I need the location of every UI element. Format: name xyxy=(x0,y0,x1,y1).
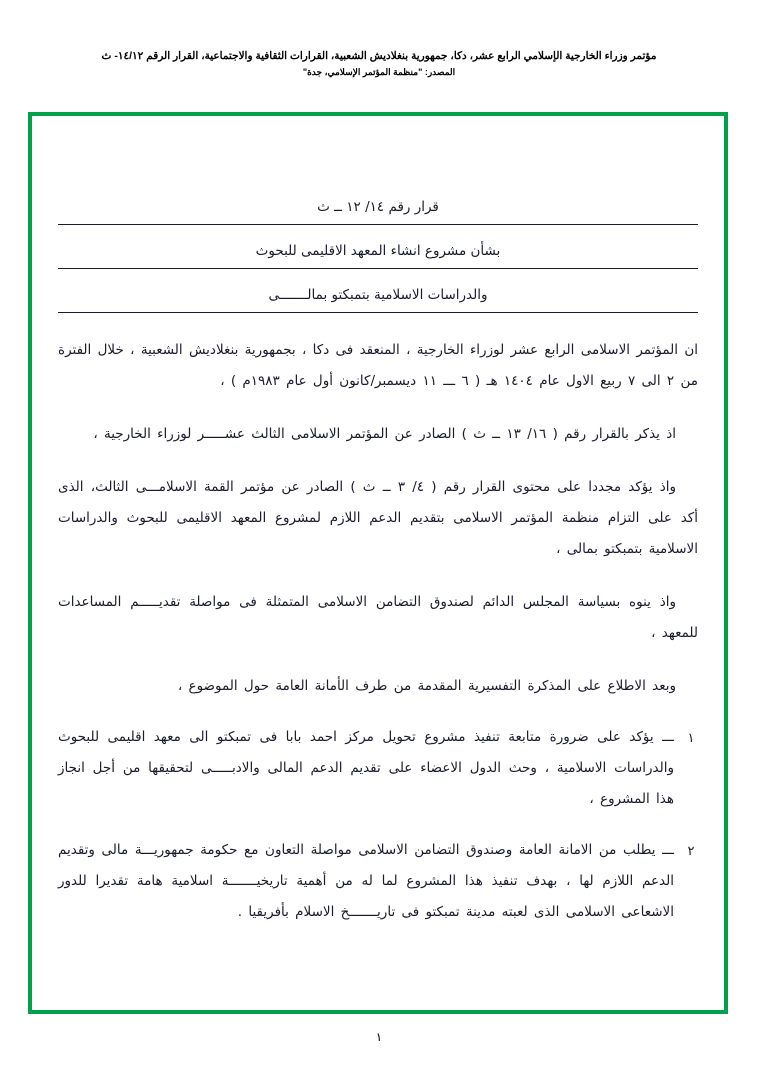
document-body xyxy=(58,130,698,1010)
resolution-title-line-1: بشأن مشروع انشاء المعهد الاقليمى للبحوث xyxy=(58,236,698,269)
document-header xyxy=(0,50,758,78)
header-source-line: المصدر: "منظمة المؤتمر الإسلامي، جدة" xyxy=(302,67,456,77)
list-item-text: ـــ يؤكد على ضرورة متابعة تنفيذ مشروع تحويل مركز احمد بابا فى تمبكتو الى معهد اقليمى للبحوث والدراسات الاسلامية ، وحث الدول الاعضاء على تقديم الدعم المالى والادبـــــى لتحقيقها من أجل انجاز هذا المشروع ، xyxy=(58,729,674,807)
header-citation-line: مؤتمر وزراء الخارجية الإسلامي الرابع عشر، دكا، جمهورية بنغلاديش الشعبية، القرارات الثقافية والاجتماعية، القرار الرقم ١٤/١٢- ث xyxy=(101,50,657,62)
resolution-title-line-2: والدراسات الاسلامية بتمبكتو بمالـــــــى xyxy=(58,280,698,313)
list-item-text: ـــ يطلب من الامانة العامة وصندوق التضامن الاسلامى مواصلة التعاون مع حكومة جمهوريـــة مالى وتقديم الدعم اللازم لها ، بهدف تنفيذ هذا المشروع لما له من أهمية تاريخيـــــــة اسلامية هامة تقديرا للدور الاشعاعى الاسلامى الذى لعبته مدينة تمبكتو فى تاريـــــــخ الاسلام بأفريقيا . xyxy=(58,842,674,920)
list-item-number: ٢ xyxy=(687,844,695,859)
list-item-number: ١ xyxy=(687,731,695,746)
preamble-paragraph-4: واذ ينوه بسياسة المجلس الدائم لصندوق التضامن الاسلامى المتمثلة فى مواصلة تقديـــــم المساعدات للمعهد ، xyxy=(58,594,698,641)
list-item xyxy=(58,835,698,928)
list-item xyxy=(58,722,698,815)
preamble-paragraph-1: ان المؤتمر الاسلامى الرابع عشر لوزراء الخارجية ، المنعقد فى دكا ، بجمهورية بنغلاديش الشعبية ، خلال الفترة من ٢ الى ٧ ربيع الاول عام ١٤٠٤ هـ ( ٦ ـــ ١١ ديسمبر/كانون أول عام ١٩٨٣م ) ، xyxy=(58,342,698,389)
page-number: ١ xyxy=(375,1030,383,1044)
preamble-paragraph-3: واذ يؤكد مجددا على محتوى القرار رقم ( ٤/ ٣ ــ ث ) الصادر عن مؤتمر القمة الاسلامـــى الثالث، الذى أكد على التزام منظمة المؤتمر الاسلامى بتقديم الدعم اللازم لمشروع المعهد الاقليمى للبحوث والدراسات الاسلامية بتمبكتو بمالى ، xyxy=(58,479,698,557)
preamble-paragraph-2: اذ يذكر بالقرار رقم ( ١٦/ ١٣ ــ ث ) الصادر عن المؤتمر الاسلامى الثالث عشـــــر لوزراء الخارجية ، xyxy=(93,426,676,442)
title-block xyxy=(58,192,698,313)
resolution-number: قرار رقم ١٤/ ١٢ ــ ث xyxy=(58,192,698,225)
preamble-paragraph-5: وبعد الاطلاع على المذكرة التفسيرية المقدمة من طرف الأمانة العامة حول الموضوع ، xyxy=(177,678,676,694)
